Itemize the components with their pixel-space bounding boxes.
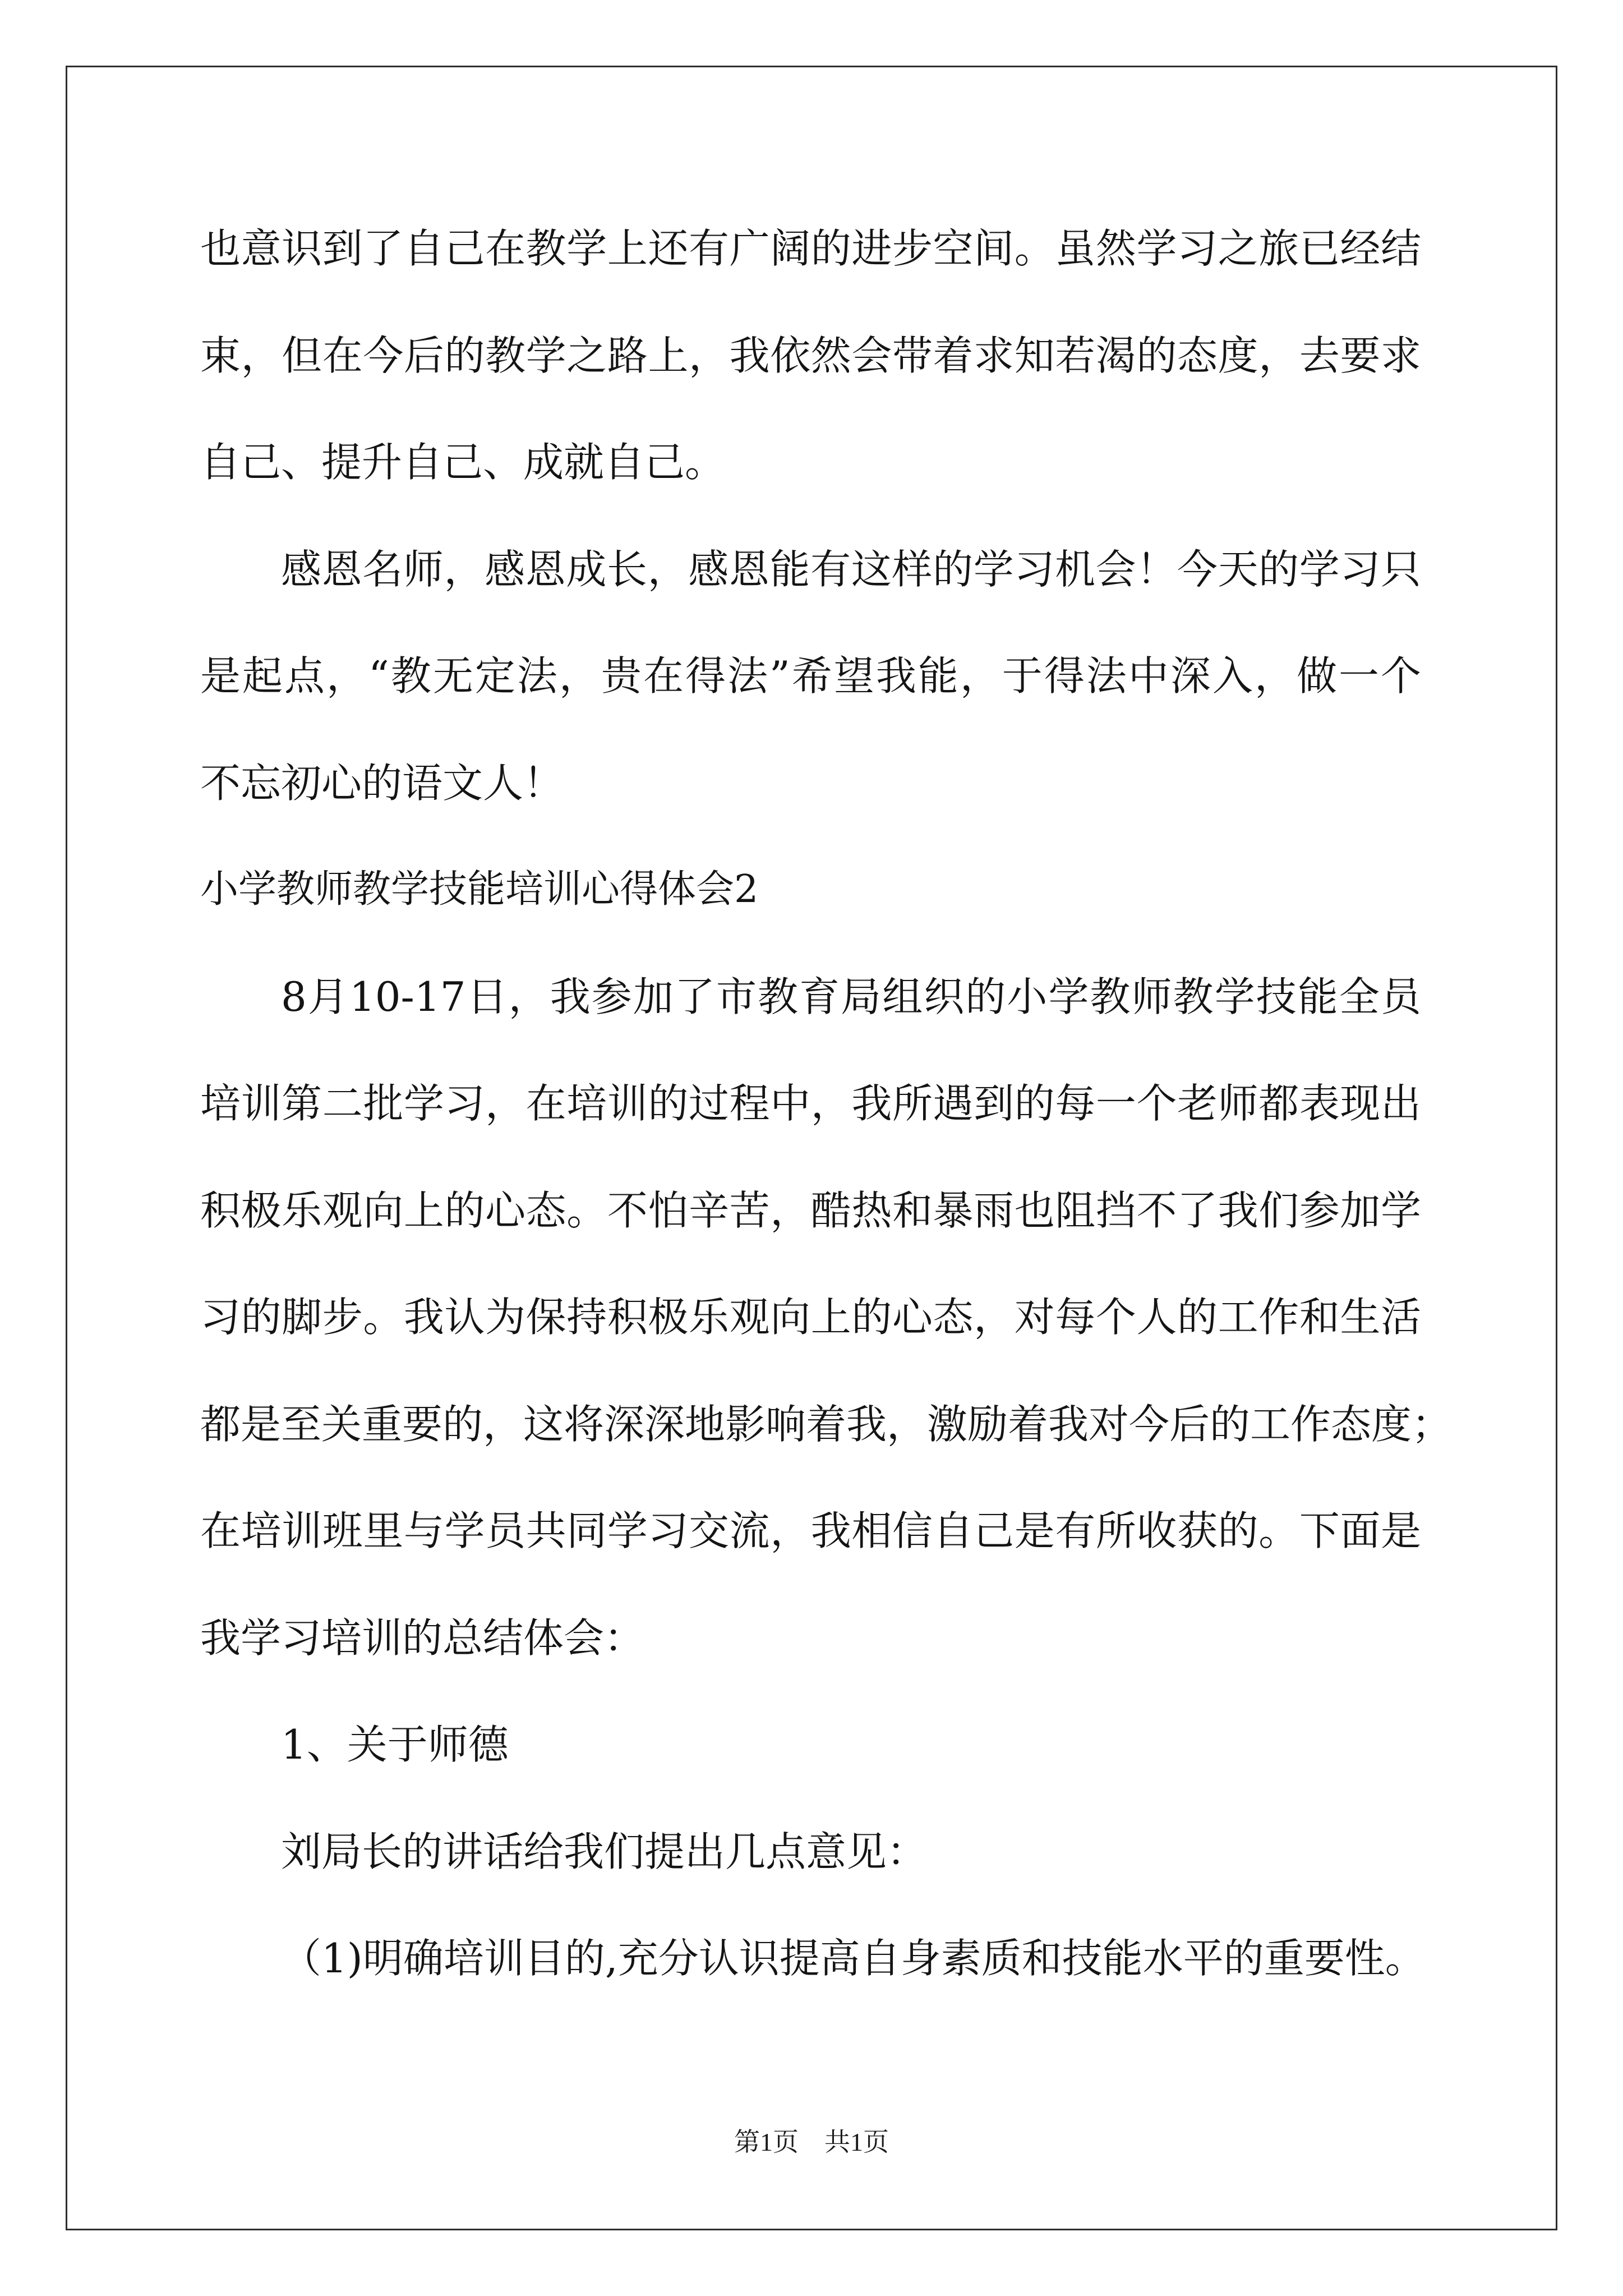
text-line: 我学习培训的总结体会： (200, 1614, 645, 1662)
list-item-heading: 1、关于师德 (281, 1721, 509, 1768)
text-line: 也意识到了自己在教学上还有广阔的进步空间。虽然学习之旅已经结 (200, 225, 1421, 272)
page-footer: 第1页 共1页 (734, 2128, 889, 2156)
section-heading: 小学教师教学技能培训心得体会2 (200, 867, 759, 912)
text-line: 束，但在今后的教学之路上，我依然会带着求知若渴的态度，去要求 (200, 332, 1421, 379)
text-line: 是起点，“教无定法，贵在得法”希望我能，于得法中深入，做一个 (200, 652, 1421, 700)
text-line: 8月10-17日，我参加了市教育局组织的小学教师教学技能全员 (281, 973, 1421, 1020)
text-line: 刘局长的讲话给我们提出几点意见： (281, 1828, 928, 1875)
text-line: 自己、提升自己、成就自己。 (200, 439, 726, 486)
text-line: 在培训班里与学员共同学习交流，我相信自己是有所收获的。下面是 (200, 1507, 1421, 1554)
document-body (200, 195, 1453, 2012)
numbered-point: （1)明确培训目的,充分认识提高自身素质和技能水平的重要性。 (281, 1935, 1426, 1982)
text-line: 不忘初心的语文人！ (200, 759, 564, 807)
text-line: 都是至关重要的，这将深深地影响着我，激励着我对今后的工作态度； (200, 1400, 1453, 1448)
text-line: 积极乐观向上的心态。不怕辛苦，酷热和暴雨也阻挡不了我们参加学 (200, 1186, 1421, 1234)
text-line: 感恩名师，感恩成长，感恩能有这样的学习机会！今天的学习只 (281, 545, 1421, 593)
text-line: 习的脚步。我认为保持积极乐观向上的心态，对每个人的工作和生活 (200, 1294, 1421, 1341)
text-line: 培训第二批学习，在培训的过程中，我所遇到的每一个老师都表现出 (200, 1080, 1421, 1127)
